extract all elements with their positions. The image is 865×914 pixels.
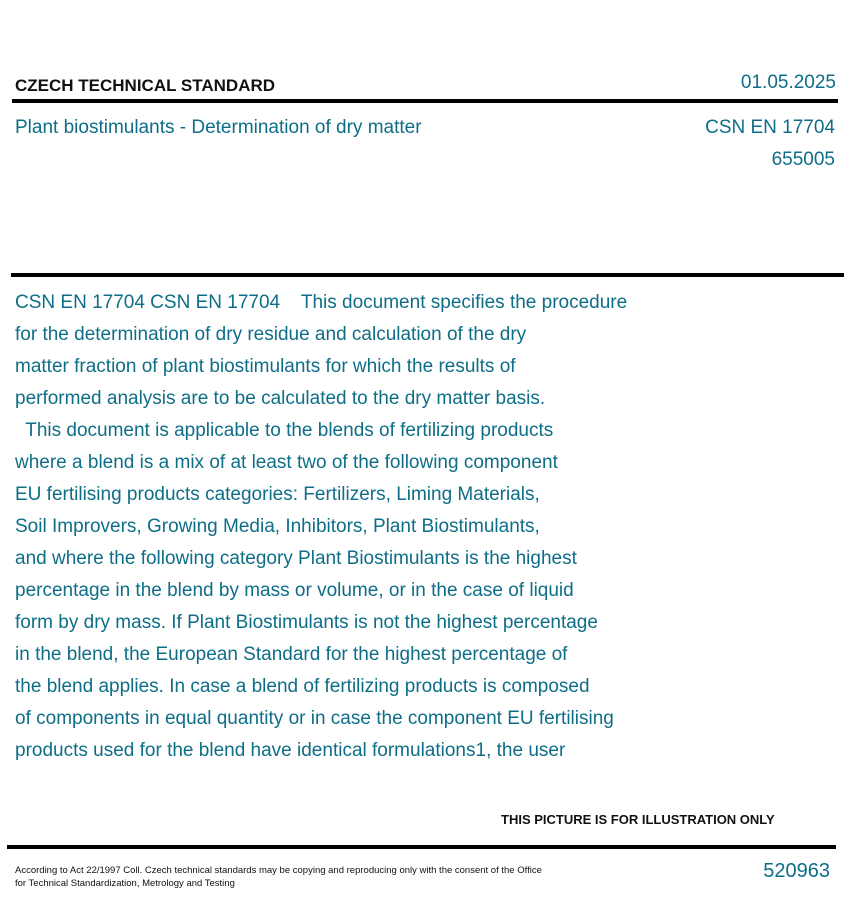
abstract-line: performed analysis are to be calculated to the dry matter basis. [15, 388, 546, 409]
section-divider [11, 273, 844, 277]
publication-date: 01.05.2025 [740, 72, 836, 93]
abstract-line: and where the following category Plant Biostimulants is the highest [15, 548, 577, 569]
abstract-line: CSN EN 17704 CSN EN 17704 This document specifies the procedure [15, 292, 628, 313]
abstract-line: matter fraction of plant biostimulants for which the results of [15, 356, 516, 377]
abstract-line: where a blend is a mix of at least two of the following component [15, 452, 558, 473]
abstract-line: products used for the blend have identical formulations1, the user [15, 740, 566, 761]
abstract-line: form by dry mass. If Plant Biostimulants is not the highest percentage [15, 612, 598, 633]
document-id: 520963 [763, 860, 830, 882]
legal-notice [15, 864, 615, 890]
abstract-line: of components in equal quantity or in case the component EU fertilising [15, 708, 614, 729]
standard-number: CSN EN 17704 [705, 117, 835, 138]
footer-divider [7, 845, 836, 849]
classification-code: 655005 [771, 149, 835, 170]
header-title: CZECH TECHNICAL STANDARD [15, 76, 276, 95]
abstract-line: Soil Improvers, Growing Media, Inhibitors, Plant Biostimulants, [15, 516, 540, 537]
legal-notice-line: for Technical Standardization, Metrology and Testing [15, 878, 235, 889]
abstract-line: EU fertilising products categories: Fertilizers, Liming Materials, [15, 484, 540, 505]
abstract-line: for the determination of dry residue and calculation of the dry [15, 324, 527, 345]
abstract-line: in the blend, the European Standard for the highest percentage of [15, 644, 568, 665]
abstract-line: percentage in the blend by mass or volume, or in the case of liquid [15, 580, 574, 601]
document-title: Plant biostimulants - Determination of dry matter [15, 117, 422, 138]
abstract-line: This document is applicable to the blends of fertilizing products [15, 420, 554, 441]
illustration-note: THIS PICTURE IS FOR ILLUSTRATION ONLY [501, 812, 775, 827]
abstract-line: the blend applies. In case a blend of fertilizing products is composed [15, 676, 590, 697]
abstract-text [15, 287, 755, 767]
legal-notice-line: According to Act 22/1997 Coll. Czech technical standards may be copying and reproducing only with the consent of the Office [15, 865, 542, 876]
header-divider [12, 99, 838, 103]
